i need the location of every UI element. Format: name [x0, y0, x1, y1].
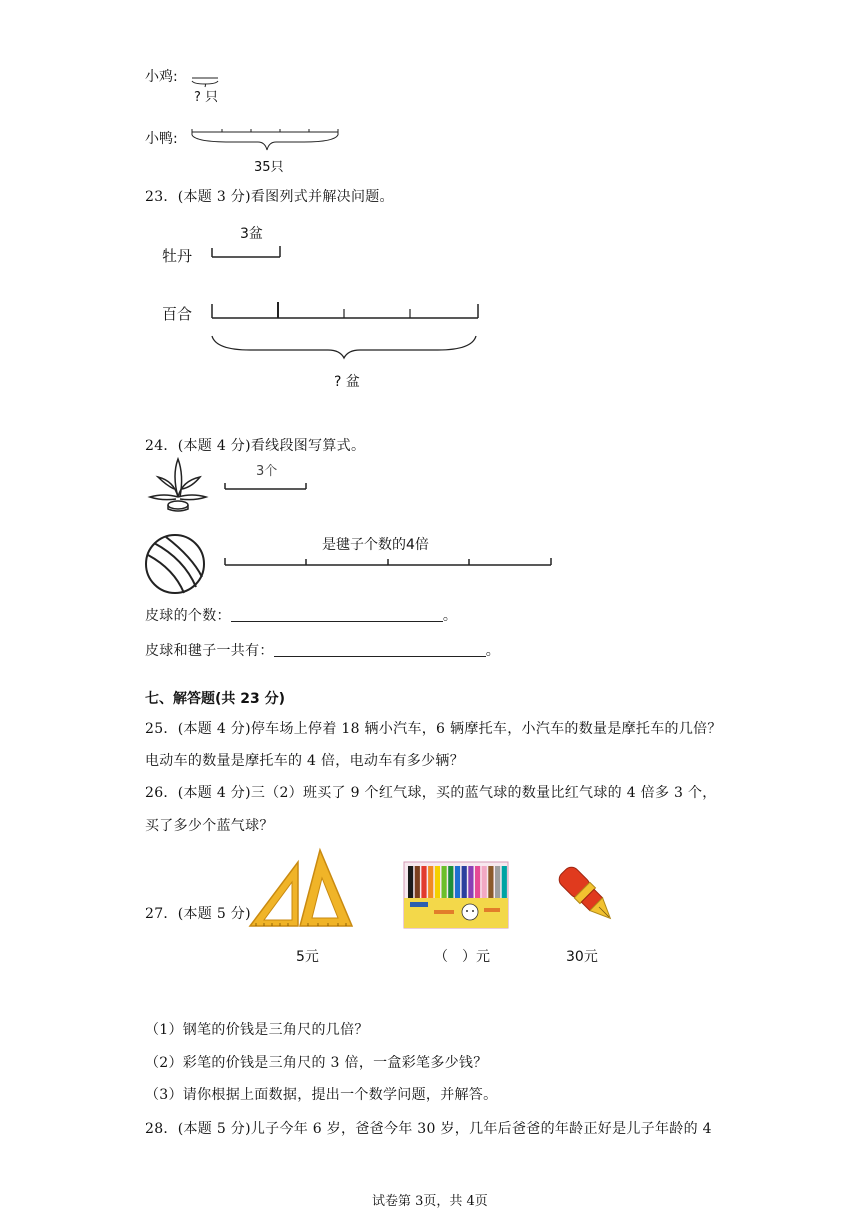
crayon-stick	[475, 866, 480, 898]
crayon-stick	[442, 866, 447, 898]
answer-blank-ball-count[interactable]	[231, 607, 443, 622]
peony-label: 牡丹	[162, 247, 193, 265]
price-crayon-box: （ ）元	[434, 949, 490, 965]
shuttlecock-quantity: 3个	[256, 464, 278, 479]
duck-label: 小鸭:	[145, 131, 178, 147]
ball-note: 是毽子个数的4倍	[322, 537, 429, 553]
answer-line-ball-count-end: 。	[442, 608, 458, 624]
shuttlecock-segment	[222, 480, 312, 494]
question-24-text: 24．(本题 4 分)看线段图写算式。	[145, 438, 366, 454]
triangle-ruler-icon	[246, 846, 358, 932]
crayon-box-icon	[404, 862, 508, 928]
page-footer: 试卷第 3页，共 4页	[372, 1194, 488, 1209]
duck-segment	[190, 126, 350, 160]
price-fountain-pen: 30元	[566, 949, 598, 965]
answer-line-ball-count	[145, 605, 457, 625]
crayon-stick	[435, 866, 440, 898]
question-27-text: 27．(本题 5 分)	[145, 906, 251, 922]
crayon-stick	[455, 866, 460, 898]
question-25-line1: 25．(本题 4 分)停车场上停着 18 辆小汽车，6 辆摩托车，小汽车的数量是摩托车的几倍？	[145, 721, 722, 737]
peony-quantity: 3盆	[240, 226, 263, 242]
lily-quantity: ? 盆	[334, 374, 360, 390]
question-27-sub2: （2）彩笔的价钱是三角尺的 3 倍，一盒彩笔多少钱？	[145, 1055, 488, 1071]
lily-label: 百合	[162, 305, 193, 323]
duck-total: 35只	[254, 160, 284, 175]
answer-line-total-label: 皮球和毽子一共有：	[145, 643, 274, 659]
answer-line-total	[145, 640, 500, 660]
answer-line-ball-count-label: 皮球的个数：	[145, 608, 231, 624]
question-26-line1: 26．(本题 4 分)三（2）班买了 9 个红气球，买的蓝气球的数量比红气球的 4 倍多 3 个，	[145, 785, 717, 801]
crayon-stick	[495, 866, 500, 898]
question-27-sub3: （3）请你根据上面数据，提出一个数学问题，并解答。	[145, 1087, 498, 1103]
question-28-line1: 28．(本题 5 分)儿子今年 6 岁，爸爸今年 30 岁，几年后爸爸的年龄正好是儿子年龄的 4	[145, 1121, 712, 1137]
section-7-title: 七、解答题(共 23 分)	[145, 691, 286, 707]
chick-label: 小鸡:	[145, 69, 178, 85]
crayon-stick	[468, 866, 473, 898]
peony-segment	[210, 244, 290, 264]
answer-blank-total[interactable]	[274, 642, 486, 657]
crayon-stick	[421, 866, 426, 898]
question-23-text: 23．(本题 3 分)看图列式并解决问题。	[145, 189, 394, 205]
crayon-stick	[408, 866, 413, 898]
question-26-line2: 买了多少个蓝气球？	[145, 818, 274, 834]
ball-segment	[222, 556, 562, 570]
crayon-stick	[482, 866, 487, 898]
crayon-stick	[448, 866, 453, 898]
crayon-stick	[502, 866, 507, 898]
chick-quantity: ? 只	[194, 90, 219, 105]
crayon-stick	[415, 866, 420, 898]
fountain-pen-icon	[554, 862, 620, 928]
question-25-line2: 电动车的数量是摩托车的 4 倍，电动车有多少辆？	[145, 753, 465, 769]
crayon-stick	[462, 866, 467, 898]
shuttlecock-icon	[148, 457, 208, 513]
answer-line-total-end: 。	[485, 643, 501, 659]
ball-icon	[144, 533, 206, 595]
question-27-sub1: （1）钢笔的价钱是三角尺的几倍？	[145, 1022, 369, 1038]
crayon-stick	[488, 866, 493, 898]
price-triangle-ruler: 5元	[296, 949, 319, 965]
lily-segment	[210, 300, 490, 360]
crayon-stick	[428, 866, 433, 898]
